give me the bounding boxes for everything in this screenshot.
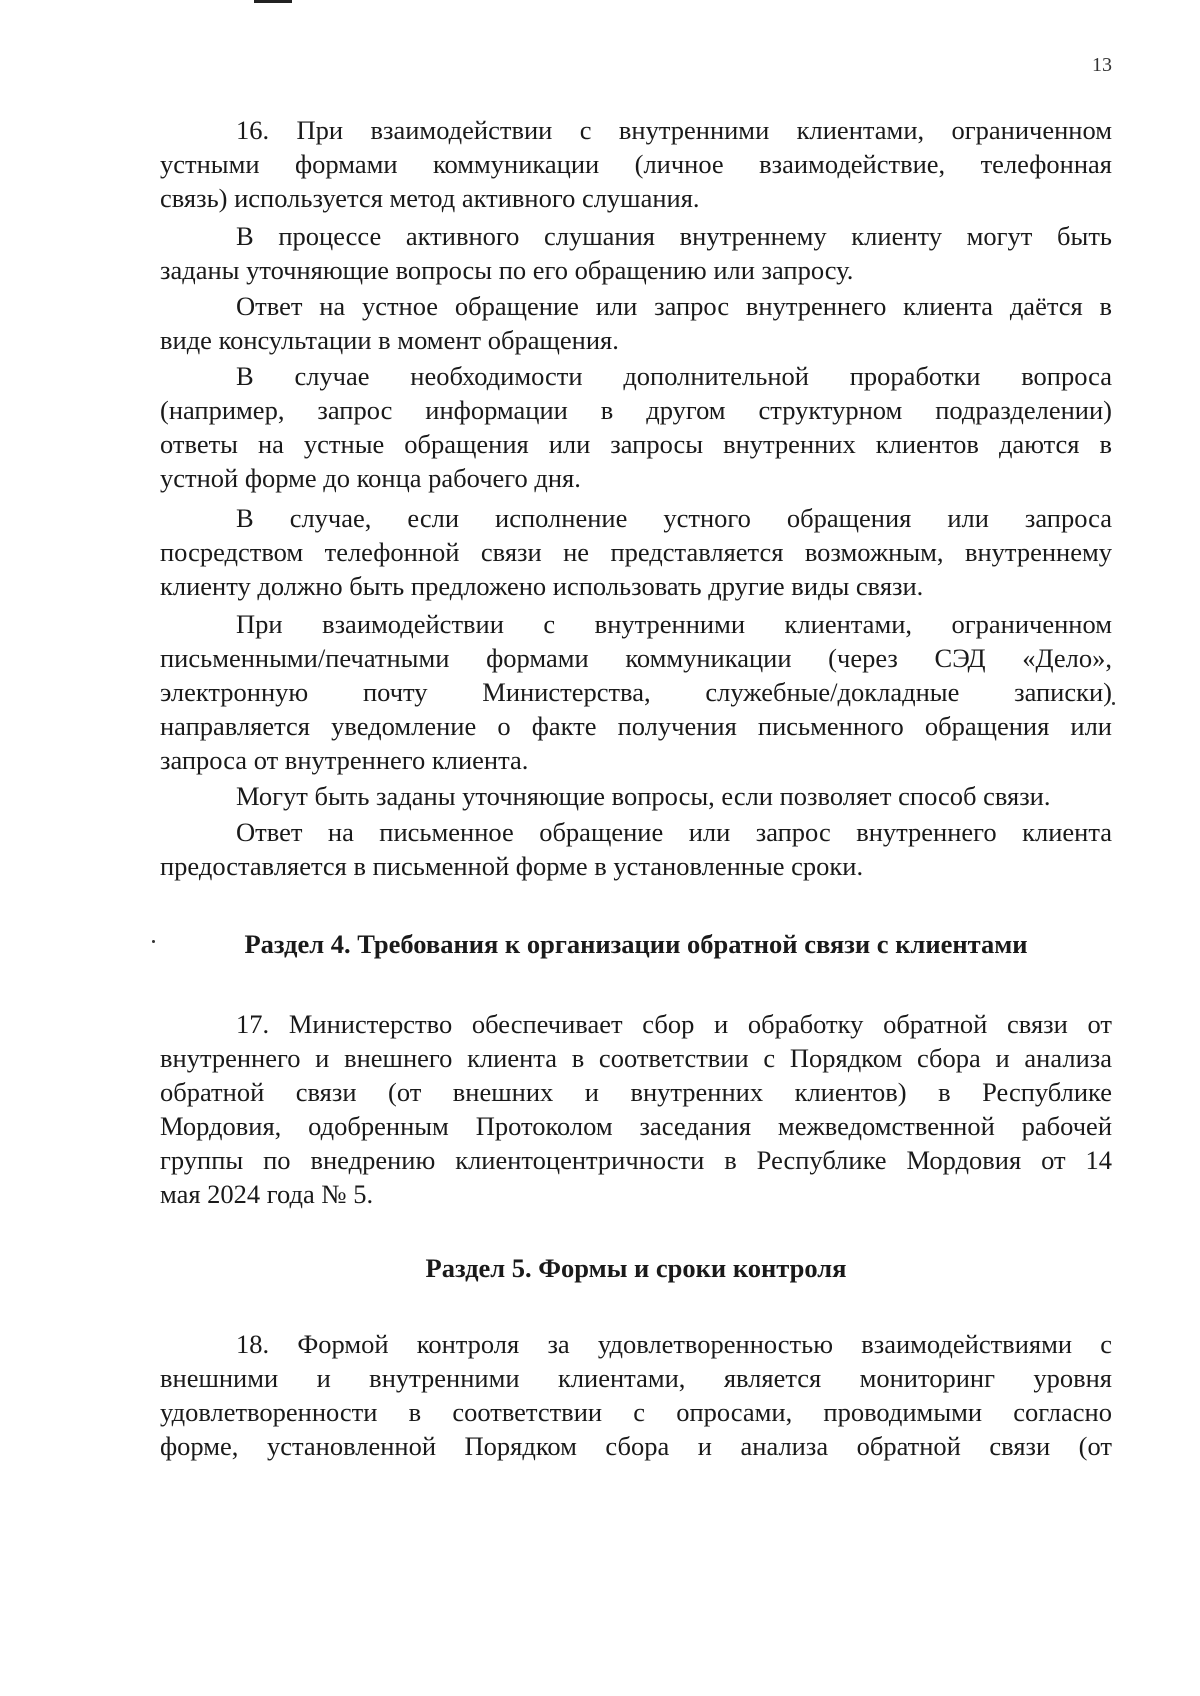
- text-line: письменными/печатными формами коммуникации (через СЭД «Дело»,: [160, 643, 1112, 673]
- text-line: 17. Министерство обеспечивает сбор и обработку обратной связи от: [236, 1009, 1112, 1039]
- text-line: Могут быть заданы уточняющие вопросы, если позволяет способ связи.: [236, 781, 1051, 811]
- text-line: В случае, если исполнение устного обращения или запроса: [236, 503, 1112, 533]
- text-line: 16. При взаимодействии с внутренними клиентами, ограниченном: [236, 115, 1112, 145]
- text-line: форме, установленной Порядком сбора и анализа обратной связи (от: [160, 1431, 1112, 1461]
- text-line: предоставляется в письменной форме в установленные сроки.: [160, 851, 864, 881]
- text-line: группы по внедрению клиентоцентричности в Республике Мордовия от 14: [160, 1145, 1112, 1175]
- text-line: (например, запрос информации в другом структурном подразделении): [160, 395, 1112, 425]
- text-line: устными формами коммуникации (личное взаимодействие, телефонная: [160, 149, 1112, 179]
- page-number: 13: [1092, 54, 1112, 76]
- text-line: В процессе активного слушания внутреннему клиенту могут быть: [236, 221, 1112, 251]
- text-line: посредством телефонной связи не представляется возможным, внутреннему: [160, 537, 1112, 567]
- stray-dot: [152, 940, 155, 943]
- text-line: мая 2024 года № 5.: [160, 1179, 374, 1209]
- scan-mark: [254, 0, 292, 3]
- text-line: устной форме до конца рабочего дня.: [160, 463, 581, 493]
- text-line: клиенту должно быть предложено использовать другие виды связи.: [160, 571, 924, 601]
- text-line: Ответ на устное обращение или запрос внутреннего клиента даётся в: [236, 291, 1112, 321]
- text-line: 18. Формой контроля за удовлетворенностью взаимодействиями с: [236, 1329, 1112, 1359]
- text-line: обратной связи (от внешних и внутренних клиентов) в Республике: [160, 1077, 1112, 1107]
- text-line: удовлетворенности в соответствии с опросами, проводимыми согласно: [160, 1397, 1112, 1427]
- text-line: При взаимодействии с внутренними клиентами, ограниченном: [236, 609, 1112, 639]
- text-line: В случае необходимости дополнительной проработки вопроса: [236, 361, 1112, 391]
- text-line: заданы уточняющие вопросы по его обращению или запросу.: [160, 255, 854, 285]
- section-4-heading: Раздел 4. Требования к организации обратной связи с клиентами: [244, 929, 1028, 959]
- text-line: Мордовия, одобренным Протоколом заседания межведомственной рабочей: [160, 1111, 1112, 1141]
- text-line: внутреннего и внешнего клиента в соответствии с Порядком сбора и анализа: [160, 1043, 1112, 1073]
- text-line: направляется уведомление о факте получения письменного обращения или: [160, 711, 1112, 741]
- text-line: внешними и внутренними клиентами, является мониторинг уровня: [160, 1363, 1112, 1393]
- text-line: запроса от внутреннего клиента.: [160, 745, 529, 775]
- text-line: Ответ на письменное обращение или запрос внутреннего клиента: [236, 817, 1112, 847]
- text-line: ответы на устные обращения или запросы внутренних клиентов даются в: [160, 429, 1112, 459]
- text-line: связь) используется метод активного слушания.: [160, 183, 700, 213]
- section-5-heading: Раздел 5. Формы и сроки контроля: [425, 1253, 847, 1283]
- stray-dot: [1112, 702, 1115, 705]
- text-line: электронную почту Министерства, служебные/докладные записки): [160, 677, 1112, 707]
- text-line: виде консультации в момент обращения.: [160, 325, 619, 355]
